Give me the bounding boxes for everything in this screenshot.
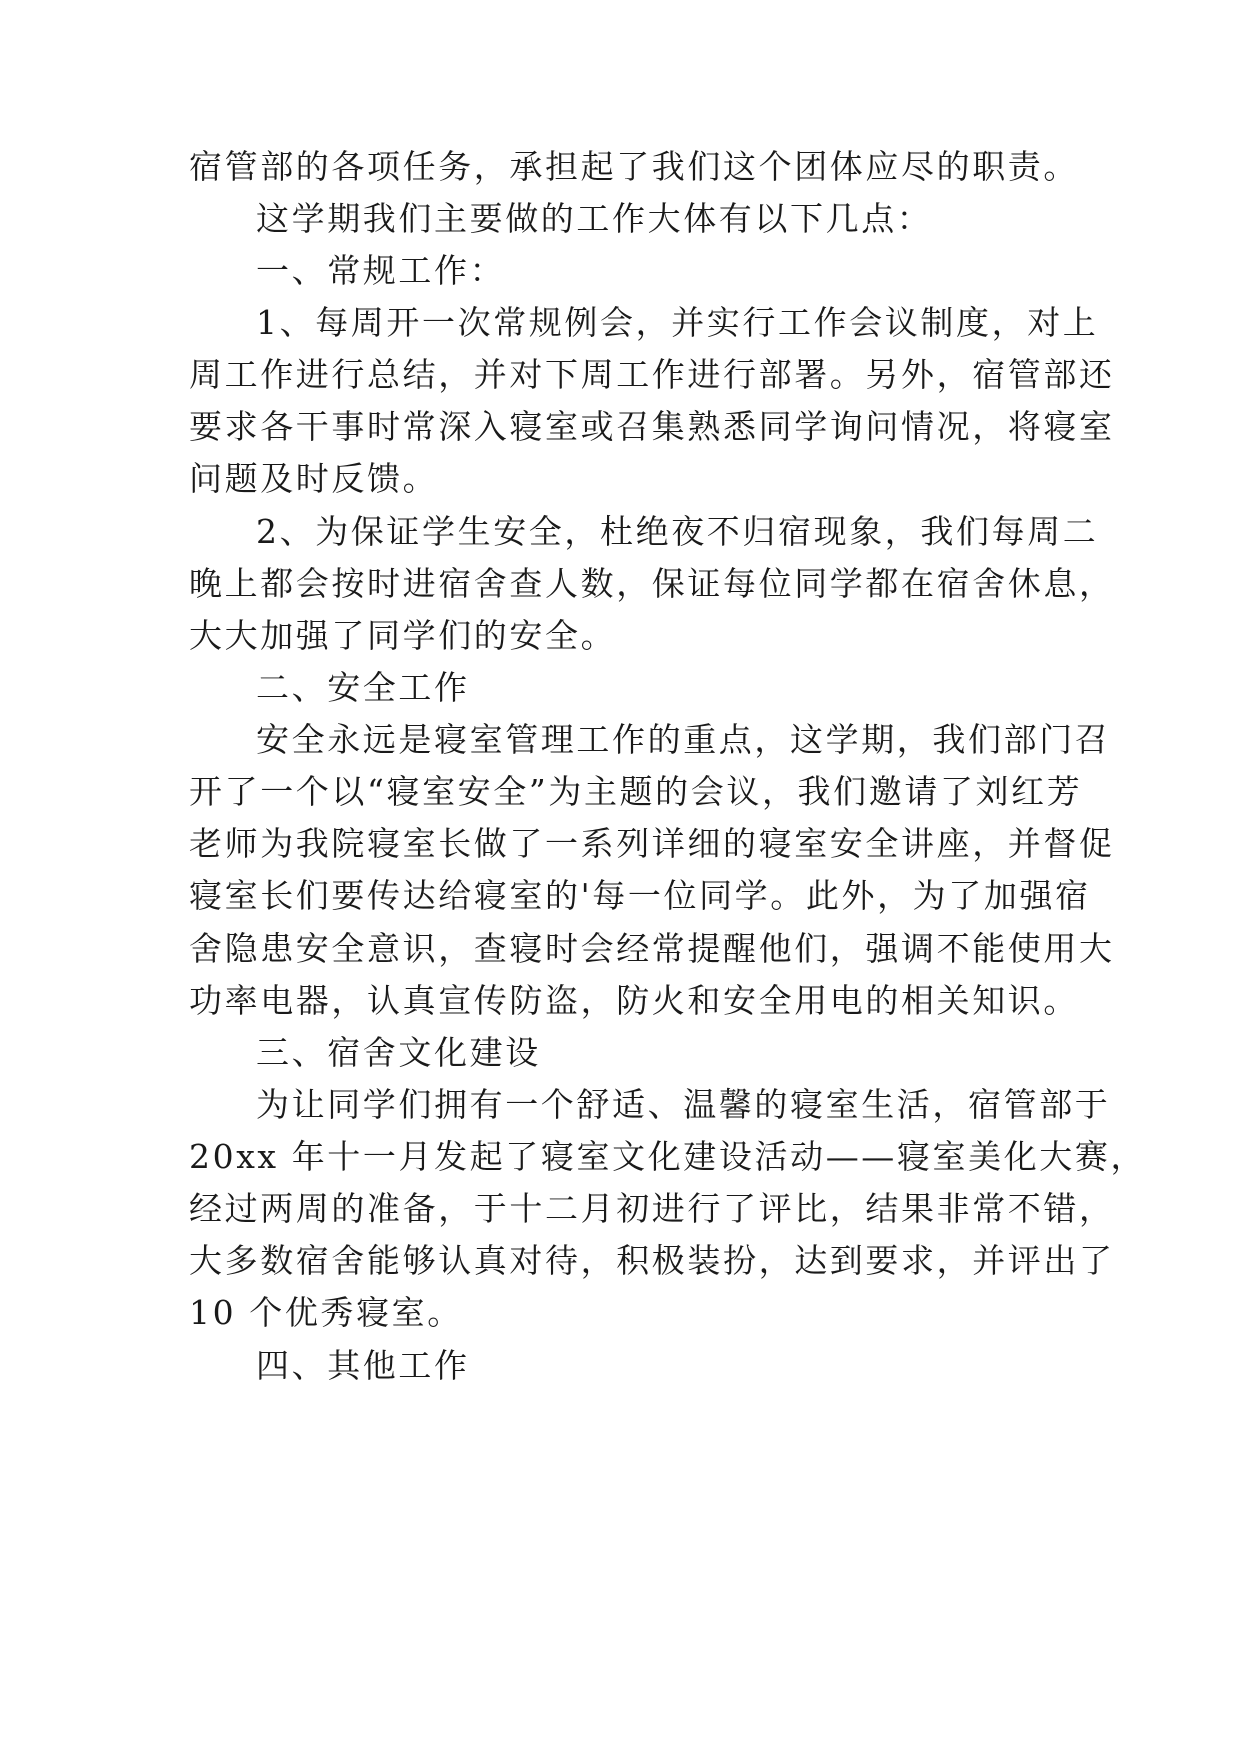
text-line: 安全永远是寝室管理工作的重点，这学期，我们部门召	[256, 720, 1111, 759]
section-heading: 四、其他工作	[256, 1346, 470, 1385]
section-heading: 三、宿舍文化建设	[256, 1033, 541, 1072]
text-line: 为让同学们拥有一个舒适、温馨的寝室生活，宿管部于	[256, 1085, 1111, 1124]
text-line: 大大加强了同学们的安全。	[189, 616, 617, 655]
text-line: 宿管部的各项任务，承担起了我们这个团体应尽的职责。	[189, 147, 1079, 186]
text-line: 舍隐患安全意识，查寝时会经常提醒他们，强调不能使用大	[189, 929, 1115, 968]
text-line: 功率电器，认真宣传防盗，防火和安全用电的相关知识。	[189, 981, 1079, 1020]
text-line: 大多数宿舍能够认真对待，积极装扮，达到要求，并评出了	[189, 1241, 1115, 1280]
text-line: 老师为我院寝室长做了一系列详细的寝室安全讲座，并督促	[189, 824, 1115, 863]
text-line: 2、为保证学生安全，杜绝夜不归宿现象，我们每周二	[256, 512, 1099, 551]
text-line: 这学期我们主要做的工作大体有以下几点：	[256, 199, 933, 238]
text-line: 周工作进行总结，并对下周工作进行部署。另外，宿管部还	[189, 355, 1115, 394]
text-line: 开了一个以“寝室安全”为主题的会议，我们邀请了刘红芳	[189, 772, 1083, 811]
section-heading: 二、安全工作	[256, 668, 470, 707]
text-line: 10 个优秀寝室。	[189, 1293, 463, 1332]
text-line: 晚上都会按时进宿舍查人数，保证每位同学都在宿舍休息，	[189, 564, 1115, 603]
text-line: 寝室长们要传达给寝室的'每一位同学。此外，为了加强宿	[189, 876, 1091, 915]
text-line: 问题及时反馈。	[189, 459, 439, 498]
section-heading: 一、常规工作：	[256, 251, 506, 290]
text-line: 20xx 年十一月发起了寝室文化建设活动——寝室美化大赛，	[189, 1137, 1147, 1176]
text-line: 要求各干事时常深入寝室或召集熟悉同学询问情况，将寝室	[189, 407, 1115, 446]
text-line: 经过两周的准备，于十二月初进行了评比，结果非常不错，	[189, 1189, 1115, 1228]
text-line: 1、每周开一次常规例会，并实行工作会议制度，对上	[256, 303, 1099, 342]
